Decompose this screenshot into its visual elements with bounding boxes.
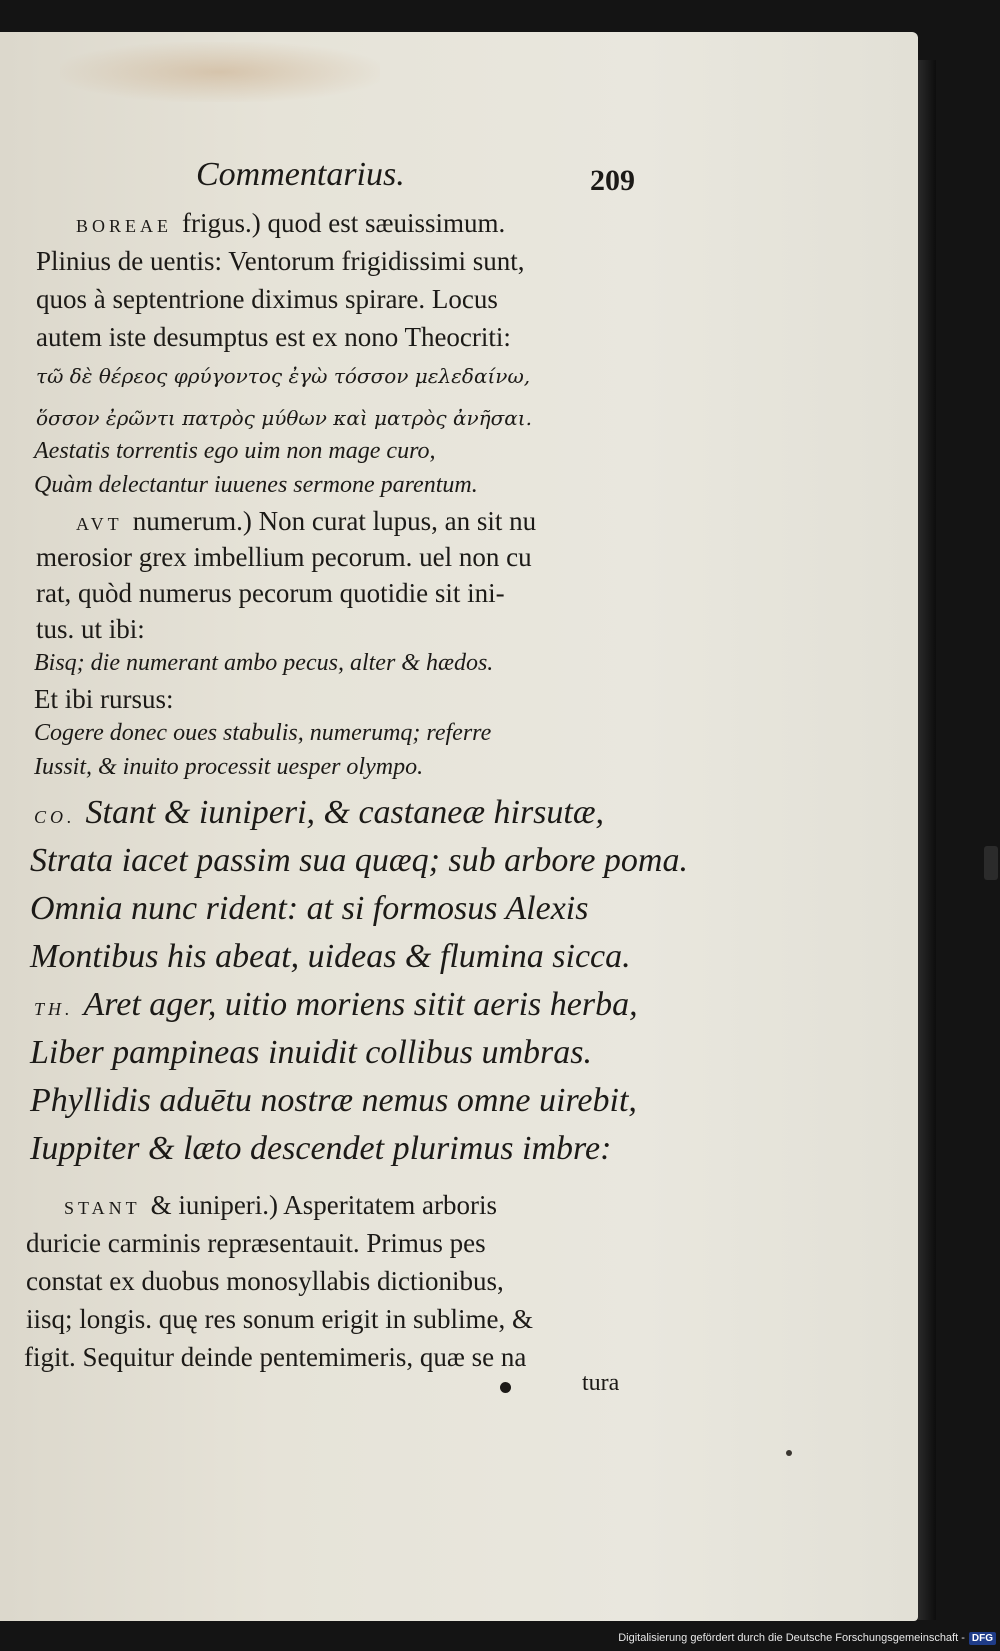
text-line: AVT numerum.) Non curat lupus, an sit nu [76, 506, 537, 536]
verse-line: CO. Stant & iuniperi, & castaneæ hirsutæ, [34, 794, 605, 831]
ink-spot [786, 1450, 792, 1456]
text-line: BOREAE frigus.) quod est sæuissimum. [76, 208, 506, 238]
text-line: quos à septentrione diximus spirare. Locus [36, 284, 498, 314]
verse-line: Omnia nunc rident: at si formosus Alexis [30, 890, 589, 927]
running-header: Commentarius. [196, 156, 405, 193]
signature-mark [500, 1382, 511, 1393]
text-line: tus. ut ibi: [36, 614, 145, 644]
text-line: autem iste desumptus est ex nono Theocriti: [36, 322, 511, 352]
verse-line: TH. Aret ager, uitio moriens sitit aeris herba, [34, 986, 638, 1023]
text-line: merosior grex imbellium pecorum. uel non cu [36, 542, 532, 572]
text-line: constat ex duobus monosyllabis dictionibus, [26, 1266, 504, 1296]
digitization-credit [618, 1628, 996, 1648]
latin-quote-line: Cogere donec oues stabulis, numerumq; referre [34, 720, 492, 746]
credit-text: Digitalisierung gefördert durch die Deutsche Forschungsgemeinschaft - [618, 1632, 965, 1644]
greek-quote-line: τῶ δὲ θέρεος φρύγοντος ἐγὼ τόσσον μελεδαίνω, [36, 364, 531, 388]
latin-quote-line: Bisq; die numerant ambo pecus, alter & hædos. [34, 650, 494, 676]
text-line: rat, quòd numerus pecorum quotidie sit ini- [36, 578, 505, 608]
edge-marker [984, 846, 998, 880]
paper-stain [60, 42, 380, 102]
latin-quote-line: Quàm delectantur iuuenes sermone parentum. [34, 472, 478, 498]
text-line: STANT & iuniperi.) Asperitatem arboris [64, 1190, 497, 1220]
catchword: tura [582, 1370, 620, 1396]
speaker: CO. [34, 807, 76, 827]
text-line: figit. Sequitur deinde pentemimeris, quæ se na [24, 1342, 527, 1372]
page-number: 209 [590, 164, 635, 197]
lemma: STANT [64, 1198, 141, 1218]
text-line: iisq; longis. quę res sonum erigit in sublime, & [26, 1304, 533, 1334]
text-line: Et ibi rursus: [34, 684, 174, 714]
verse-line: Phyllidis aduētu nostræ nemus omne uirebit, [30, 1082, 637, 1119]
book-page [0, 32, 918, 1621]
verse-line: Iuppiter & læto descendet plurimus imbre: [30, 1130, 612, 1167]
text-line: Plinius de uentis: Ventorum frigidissimi sunt, [36, 246, 525, 276]
page-edge-shadow [918, 60, 936, 1620]
latin-quote-line: Aestatis torrentis ego uim non mage curo, [34, 438, 436, 464]
lemma: AVT [76, 514, 123, 534]
verse-line: Strata iacet passim sua quæq; sub arbore poma. [30, 842, 688, 879]
speaker: TH. [34, 999, 74, 1019]
latin-quote-line: Iussit, & inuito processit uesper olympo. [34, 754, 424, 780]
verse-line: Liber pampineas inuidit collibus umbras. [30, 1034, 592, 1071]
verse-line: Montibus his abeat, uideas & flumina sicca. [30, 938, 631, 975]
text-line: duricie carminis repræsentauit. Primus pes [26, 1228, 486, 1258]
greek-quote-line: ὅσσον ἐρῶντι πατρὸς μύθων καὶ ματρὸς ἀνῆσαι. [36, 406, 532, 430]
dfg-logo-icon: DFG [969, 1632, 996, 1645]
lemma: BOREAE [76, 216, 172, 236]
